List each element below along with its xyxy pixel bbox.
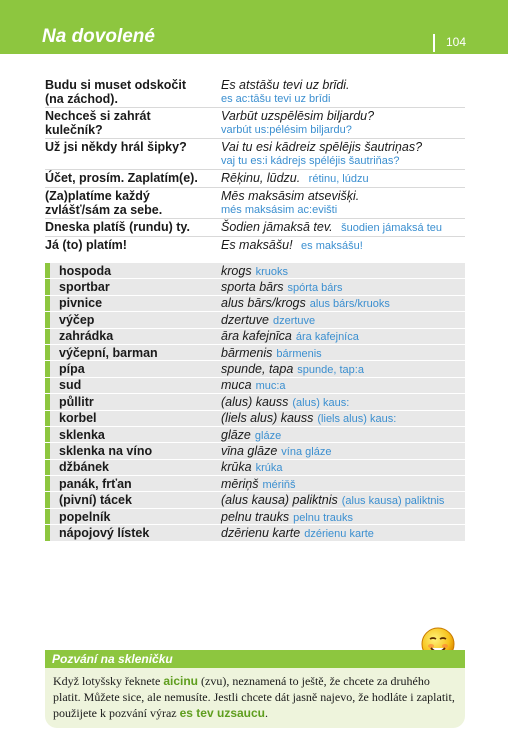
phrase-pronunciation: varbút us:pélésim biljardu? bbox=[221, 124, 352, 136]
phrase-czech: Dneska platíš (rundu) ty. bbox=[45, 220, 190, 234]
vocab-pronunciation: (liels alus) kaus: bbox=[317, 413, 397, 426]
vocab-czech: zahrádka bbox=[59, 329, 114, 344]
phrase-pronunciation: vaj tu es:i kádrejs spéléjis šautriňas? bbox=[221, 155, 400, 167]
vocab-pronunciation: dzertuve bbox=[272, 314, 316, 327]
vocab-latvian: pelnu trauks bbox=[221, 509, 290, 524]
vocab-czech: sportbar bbox=[59, 280, 110, 295]
vocab-pronunciation: kruoks bbox=[255, 265, 288, 278]
vocab-pronunciation: ára kafejníca bbox=[295, 331, 359, 344]
vocab-czech: pivnice bbox=[59, 296, 103, 311]
phrase-pronunciation: šuodien jámaksá teu bbox=[341, 222, 442, 234]
vocab-latvian: alus bārs/krogs bbox=[221, 296, 306, 311]
vocab-row bbox=[45, 427, 465, 443]
phrase-latvian: Rēķinu, lūdzu. bbox=[221, 171, 301, 185]
header-divider bbox=[433, 34, 435, 52]
vocab-pronunciation: mériňš bbox=[262, 478, 296, 491]
phrase-czech: Nechceš si zahrát kulečník? bbox=[45, 109, 151, 137]
phrase-row bbox=[45, 237, 465, 254]
phrase-pronunciation: es ac:tāšu tevi uz brīdi bbox=[221, 93, 331, 105]
tip-title: Pozvání na skleničku bbox=[45, 650, 465, 668]
phrase-row bbox=[45, 77, 465, 108]
vocab-latvian: krūka bbox=[221, 460, 252, 475]
vocab-czech: korbel bbox=[59, 411, 97, 426]
vocab-latvian: mēriņš bbox=[221, 476, 259, 491]
vocab-czech: (pivní) tácek bbox=[59, 493, 132, 508]
vocab-pronunciation: (alus kausa) paliktnis bbox=[341, 495, 445, 508]
vocab-latvian: spunde, tapa bbox=[221, 362, 294, 377]
vocab-czech: výčep bbox=[59, 312, 95, 327]
page-number: 104 bbox=[446, 35, 467, 49]
tip-box bbox=[45, 650, 465, 728]
vocab-row bbox=[45, 329, 465, 345]
vocab-czech: džbánek bbox=[59, 460, 110, 475]
vocab-pronunciation: bármenis bbox=[276, 347, 322, 360]
vocab-row bbox=[45, 279, 465, 295]
vocab-row bbox=[45, 394, 465, 410]
tip-highlight: aicinu bbox=[163, 674, 198, 688]
phrase-czech: (Za)platíme každý zvlášť/sám za sebe. bbox=[45, 189, 163, 217]
phrase-pronunciation: més maksásim ac:evišti bbox=[221, 204, 338, 216]
vocab-czech: popelník bbox=[59, 509, 111, 524]
vocab-row bbox=[45, 460, 465, 476]
vocab-latvian: bārmenis bbox=[221, 345, 273, 360]
phrase-pronunciation: es maksášu! bbox=[301, 240, 363, 252]
vocab-czech: sklenka na víno bbox=[59, 443, 153, 458]
vocab-czech: výčepní, barman bbox=[59, 345, 158, 360]
vocab-latvian: sporta bārs bbox=[221, 280, 284, 295]
vocab-row bbox=[45, 312, 465, 328]
tip-highlight: es tev uzsaucu bbox=[179, 706, 265, 720]
vocab-row bbox=[45, 296, 465, 312]
vocab-latvian: (liels alus) kauss bbox=[221, 411, 314, 426]
vocab-row bbox=[45, 525, 465, 541]
vocabulary-table bbox=[45, 263, 465, 542]
vocab-czech: půllitr bbox=[59, 394, 94, 409]
vocab-latvian: (alus kausa) paliktnis bbox=[221, 493, 338, 508]
vocab-pronunciation: pelnu trauks bbox=[293, 511, 354, 524]
vocab-pronunciation: (alus) kaus: bbox=[292, 396, 350, 409]
vocab-row bbox=[45, 492, 465, 508]
phrase-latvian: Vai tu esi kādreiz spēlējis šautriņas? bbox=[221, 140, 423, 154]
vocab-latvian: dzertuve bbox=[221, 312, 269, 327]
phrase-row bbox=[45, 108, 465, 139]
phrase-czech: Už jsi někdy hrál šipky? bbox=[45, 140, 187, 154]
vocab-row bbox=[45, 361, 465, 377]
phrase-pronunciation: rétinu, lúdzu bbox=[308, 173, 369, 185]
vocab-latvian: glāze bbox=[221, 427, 251, 442]
page-header bbox=[0, 0, 508, 54]
vocab-pronunciation: krúka bbox=[255, 462, 283, 475]
vocab-row bbox=[45, 263, 465, 279]
vocab-pronunciation: muc:a bbox=[255, 380, 286, 393]
phrase-latvian: Varbūt uzspēlēsim biljardu? bbox=[221, 109, 375, 123]
vocab-pronunciation: spunde, tap:a bbox=[297, 364, 364, 377]
vocab-pronunciation: spórta bárs bbox=[287, 282, 343, 295]
vocab-latvian: (alus) kauss bbox=[221, 394, 289, 409]
vocab-row bbox=[45, 476, 465, 492]
vocab-pronunciation: vína gláze bbox=[281, 446, 332, 458]
vocab-pronunciation: gláze bbox=[254, 429, 282, 442]
vocab-latvian: dzērienu karte bbox=[221, 525, 301, 540]
vocab-pronunciation: alus bárs/kruoks bbox=[309, 298, 390, 311]
vocab-czech: sud bbox=[59, 378, 82, 393]
phrase-latvian: Es maksāšu! bbox=[221, 238, 293, 252]
tip-text: Když lotyšsky řeknete aicinu (zvu), neznamená to ještě, že chcete za druhého platit. Můžete sice, ale nemusíte. Jestli chcete dát jasně najevo, že hodláte i zaplatit, použijete k pozvání výraz es tev uzsaucu. bbox=[53, 674, 455, 720]
phrase-row bbox=[45, 219, 465, 237]
vocab-czech: nápojový lístek bbox=[59, 525, 150, 540]
vocab-pronunciation: dzérienu karte bbox=[304, 527, 374, 540]
vocab-row bbox=[45, 345, 465, 361]
phrase-czech: Já (to) platím! bbox=[45, 238, 127, 252]
vocab-czech: panák, frťan bbox=[59, 476, 132, 491]
vocab-latvian: vīna glāze bbox=[221, 444, 278, 458]
vocab-row bbox=[45, 443, 465, 459]
vocab-row bbox=[45, 509, 465, 525]
vocab-czech: sklenka bbox=[59, 427, 105, 442]
vocab-latvian: krogs bbox=[221, 263, 252, 278]
vocab-row bbox=[45, 411, 465, 427]
vocab-latvian: muca bbox=[221, 378, 252, 393]
phrase-latvian: Mēs maksāsim atsevišķi. bbox=[221, 189, 360, 203]
vocab-latvian: āra kafejnīca bbox=[221, 329, 292, 344]
page-title: Na dovolené bbox=[42, 26, 155, 47]
phrase-latvian: Es atstāšu tevi uz brīdi. bbox=[221, 78, 350, 92]
phrase-row bbox=[45, 188, 465, 219]
vocab-czech: hospoda bbox=[59, 263, 112, 278]
phrase-row bbox=[45, 139, 465, 170]
phrase-czech: Budu si muset odskočit (na záchod). bbox=[45, 78, 186, 106]
phrase-czech: Účet, prosím. Zaplatím(e). bbox=[45, 171, 198, 185]
phrase-latvian: Šodien jāmaksā tev. bbox=[221, 220, 333, 234]
vocab-row bbox=[45, 378, 465, 394]
phrase-list bbox=[45, 77, 465, 254]
vocab-czech: pípa bbox=[59, 362, 85, 377]
phrase-row bbox=[45, 170, 465, 188]
